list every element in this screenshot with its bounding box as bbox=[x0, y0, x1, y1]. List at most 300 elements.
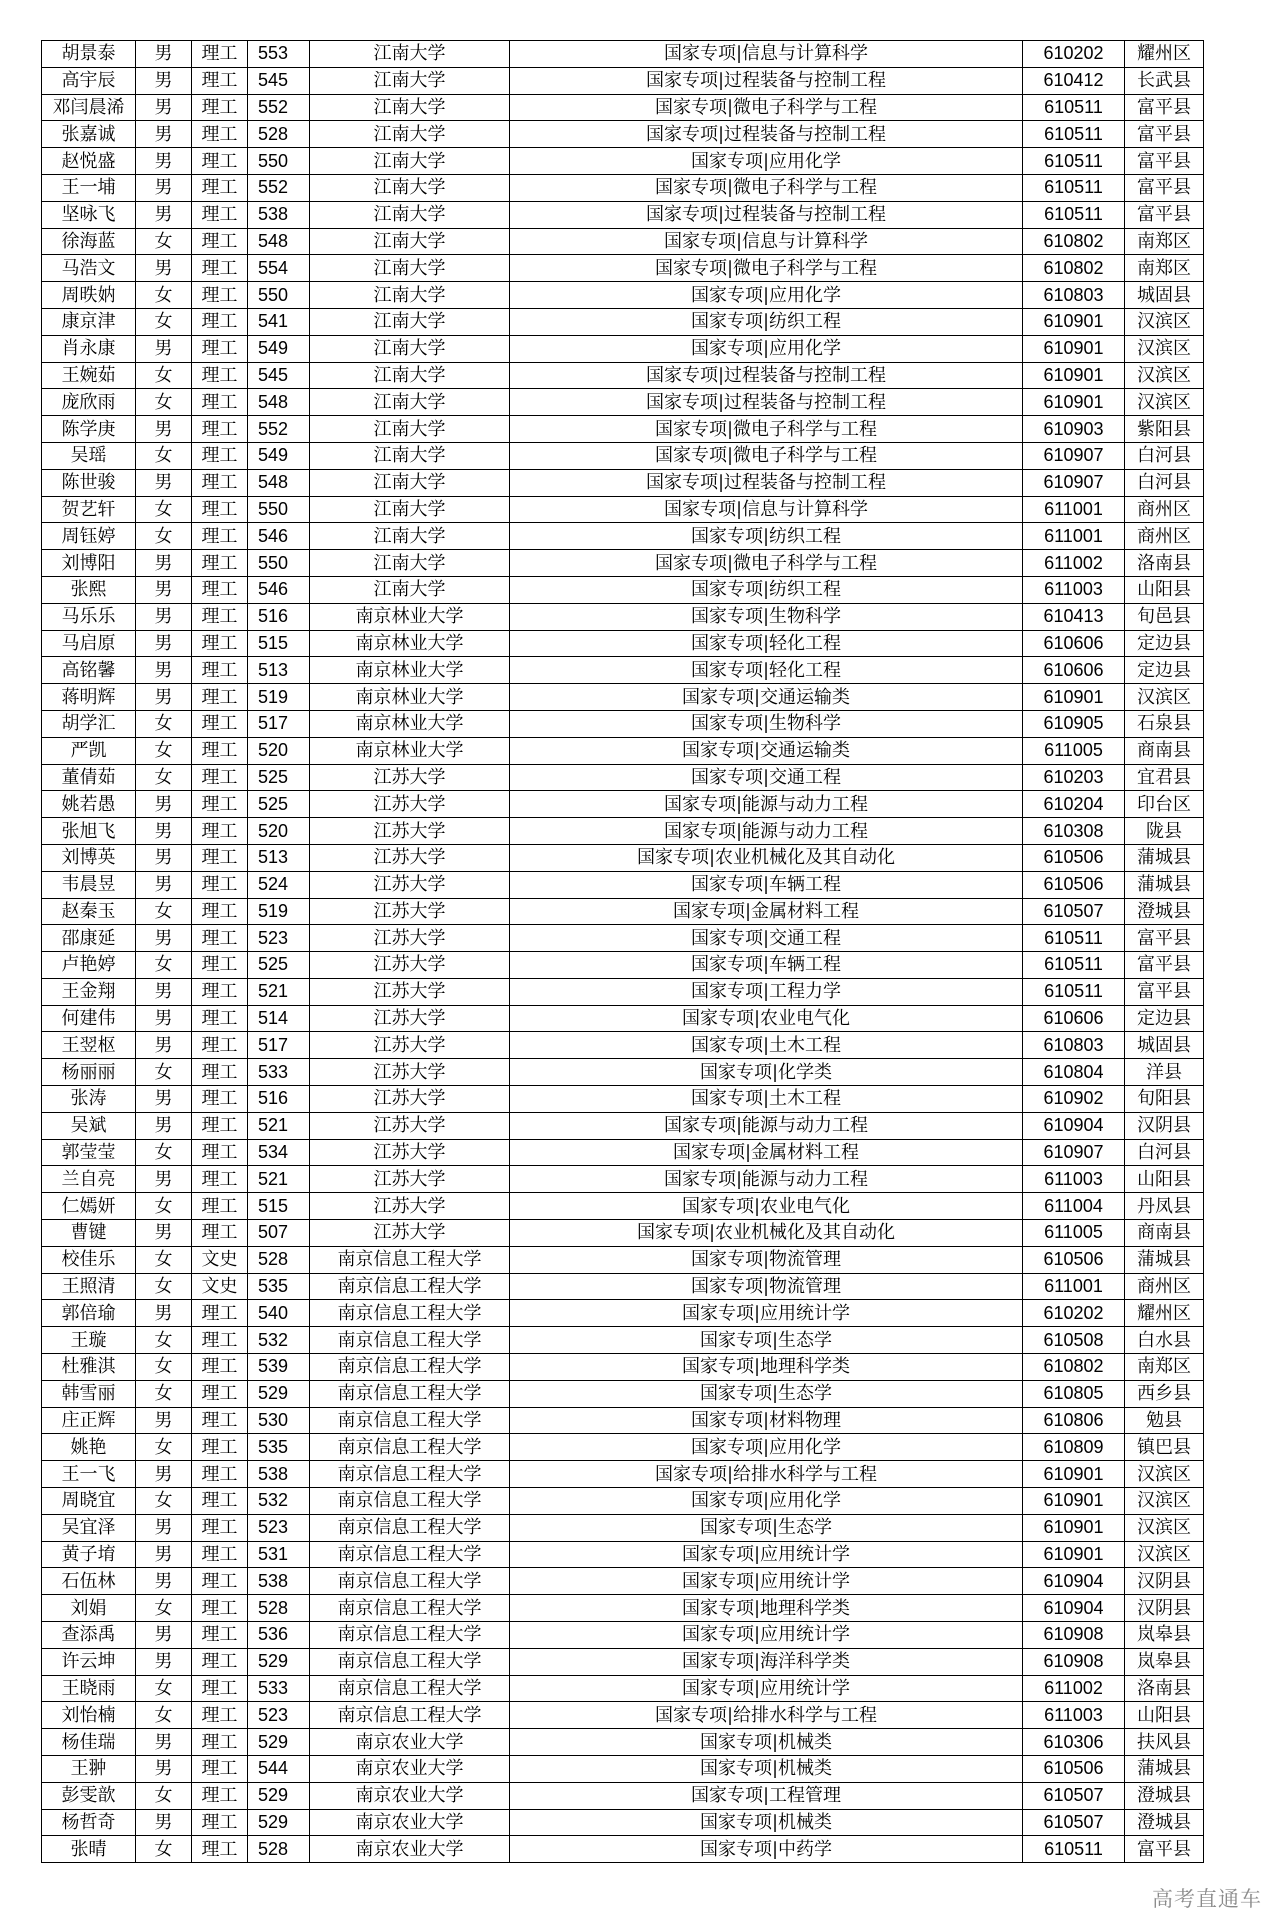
county-cell: 洛南县 bbox=[1125, 550, 1204, 577]
category-cell: 理工 bbox=[192, 684, 248, 711]
category-cell: 理工 bbox=[192, 94, 248, 121]
gender-cell: 男 bbox=[136, 657, 192, 684]
region-code-cell: 610901 bbox=[1023, 1541, 1125, 1568]
county-cell: 汉滨区 bbox=[1125, 389, 1204, 416]
program-cell: 国家专项|信息与计算科学 bbox=[510, 41, 1023, 68]
gender-cell: 女 bbox=[136, 1782, 192, 1809]
university-cell: 南京信息工程大学 bbox=[310, 1514, 510, 1541]
program-cell: 国家专项|过程装备与控制工程 bbox=[510, 389, 1023, 416]
gender-cell: 女 bbox=[136, 1354, 192, 1381]
university-cell: 南京信息工程大学 bbox=[310, 1300, 510, 1327]
score-cell: 546 bbox=[248, 576, 310, 603]
region-code-cell: 610507 bbox=[1023, 1809, 1125, 1836]
county-cell: 商州区 bbox=[1125, 523, 1204, 550]
university-cell: 江南大学 bbox=[310, 174, 510, 201]
university-cell: 南京林业大学 bbox=[310, 657, 510, 684]
table-row bbox=[42, 871, 1204, 898]
county-cell: 白水县 bbox=[1125, 1327, 1204, 1354]
student-name-cell: 邓闫晨浠 bbox=[42, 94, 136, 121]
score-cell: 528 bbox=[248, 1836, 310, 1863]
university-cell: 江南大学 bbox=[310, 442, 510, 469]
region-code-cell: 610802 bbox=[1023, 255, 1125, 282]
score-cell: 529 bbox=[248, 1729, 310, 1756]
county-cell: 富平县 bbox=[1125, 94, 1204, 121]
gender-cell: 男 bbox=[136, 791, 192, 818]
program-cell: 国家专项|生物科学 bbox=[510, 603, 1023, 630]
table-row bbox=[42, 1434, 1204, 1461]
table-row bbox=[42, 1166, 1204, 1193]
student-name-cell: 王一飞 bbox=[42, 1461, 136, 1488]
score-cell: 515 bbox=[248, 1193, 310, 1220]
student-name-cell: 赵悦盛 bbox=[42, 148, 136, 175]
student-name-cell: 校佳乐 bbox=[42, 1246, 136, 1273]
category-cell: 理工 bbox=[192, 362, 248, 389]
score-cell: 519 bbox=[248, 898, 310, 925]
region-code-cell: 610901 bbox=[1023, 1488, 1125, 1515]
category-cell: 理工 bbox=[192, 844, 248, 871]
county-cell: 汉滨区 bbox=[1125, 1514, 1204, 1541]
program-cell: 国家专项|应用统计学 bbox=[510, 1675, 1023, 1702]
region-code-cell: 610606 bbox=[1023, 657, 1125, 684]
program-cell: 国家专项|能源与动力工程 bbox=[510, 818, 1023, 845]
university-cell: 江南大学 bbox=[310, 282, 510, 309]
category-cell: 理工 bbox=[192, 469, 248, 496]
score-cell: 541 bbox=[248, 308, 310, 335]
table-row bbox=[42, 1300, 1204, 1327]
region-code-cell: 611005 bbox=[1023, 737, 1125, 764]
category-cell: 理工 bbox=[192, 1541, 248, 1568]
university-cell: 南京信息工程大学 bbox=[310, 1648, 510, 1675]
table-row bbox=[42, 1541, 1204, 1568]
score-cell: 533 bbox=[248, 1059, 310, 1086]
region-code-cell: 610805 bbox=[1023, 1380, 1125, 1407]
student-name-cell: 刘怡楠 bbox=[42, 1702, 136, 1729]
score-cell: 545 bbox=[248, 67, 310, 94]
gender-cell: 女 bbox=[136, 952, 192, 979]
student-name-cell: 王晓雨 bbox=[42, 1675, 136, 1702]
program-cell: 国家专项|物流管理 bbox=[510, 1246, 1023, 1273]
region-code-cell: 610907 bbox=[1023, 469, 1125, 496]
student-name-cell: 严凯 bbox=[42, 737, 136, 764]
region-code-cell: 610511 bbox=[1023, 978, 1125, 1005]
program-cell: 国家专项|应用统计学 bbox=[510, 1622, 1023, 1649]
university-cell: 南京信息工程大学 bbox=[310, 1407, 510, 1434]
county-cell: 旬阳县 bbox=[1125, 1086, 1204, 1113]
county-cell: 石泉县 bbox=[1125, 710, 1204, 737]
gender-cell: 男 bbox=[136, 1407, 192, 1434]
university-cell: 江南大学 bbox=[310, 148, 510, 175]
region-code-cell: 610904 bbox=[1023, 1568, 1125, 1595]
university-cell: 江苏大学 bbox=[310, 1005, 510, 1032]
university-cell: 南京农业大学 bbox=[310, 1836, 510, 1863]
county-cell: 白河县 bbox=[1125, 442, 1204, 469]
county-cell: 耀州区 bbox=[1125, 1300, 1204, 1327]
score-cell: 540 bbox=[248, 1300, 310, 1327]
county-cell: 白河县 bbox=[1125, 1139, 1204, 1166]
program-cell: 国家专项|应用统计学 bbox=[510, 1300, 1023, 1327]
program-cell: 国家专项|生态学 bbox=[510, 1327, 1023, 1354]
score-cell: 521 bbox=[248, 1166, 310, 1193]
category-cell: 理工 bbox=[192, 818, 248, 845]
county-cell: 富平县 bbox=[1125, 174, 1204, 201]
table-row bbox=[42, 523, 1204, 550]
region-code-cell: 610308 bbox=[1023, 818, 1125, 845]
category-cell: 理工 bbox=[192, 148, 248, 175]
gender-cell: 男 bbox=[136, 550, 192, 577]
program-cell: 国家专项|交通工程 bbox=[510, 764, 1023, 791]
county-cell: 丹凤县 bbox=[1125, 1193, 1204, 1220]
region-code-cell: 610413 bbox=[1023, 603, 1125, 630]
region-code-cell: 610203 bbox=[1023, 764, 1125, 791]
program-cell: 国家专项|地理科学类 bbox=[510, 1354, 1023, 1381]
category-cell: 理工 bbox=[192, 630, 248, 657]
region-code-cell: 610902 bbox=[1023, 1086, 1125, 1113]
program-cell: 国家专项|轻化工程 bbox=[510, 630, 1023, 657]
program-cell: 国家专项|金属材料工程 bbox=[510, 898, 1023, 925]
category-cell: 理工 bbox=[192, 710, 248, 737]
university-cell: 江苏大学 bbox=[310, 898, 510, 925]
region-code-cell: 611003 bbox=[1023, 576, 1125, 603]
student-name-cell: 查添禹 bbox=[42, 1622, 136, 1649]
score-cell: 554 bbox=[248, 255, 310, 282]
table-row bbox=[42, 1836, 1204, 1863]
table-row bbox=[42, 657, 1204, 684]
region-code-cell: 610511 bbox=[1023, 201, 1125, 228]
program-cell: 国家专项|车辆工程 bbox=[510, 871, 1023, 898]
university-cell: 南京农业大学 bbox=[310, 1809, 510, 1836]
university-cell: 江苏大学 bbox=[310, 818, 510, 845]
student-name-cell: 刘博阳 bbox=[42, 550, 136, 577]
region-code-cell: 610511 bbox=[1023, 952, 1125, 979]
table-row bbox=[42, 442, 1204, 469]
county-cell: 商南县 bbox=[1125, 737, 1204, 764]
gender-cell: 男 bbox=[136, 1166, 192, 1193]
region-code-cell: 610506 bbox=[1023, 844, 1125, 871]
county-cell: 富平县 bbox=[1125, 201, 1204, 228]
category-cell: 理工 bbox=[192, 1756, 248, 1783]
category-cell: 理工 bbox=[192, 523, 248, 550]
program-cell: 国家专项|纺织工程 bbox=[510, 523, 1023, 550]
category-cell: 理工 bbox=[192, 1086, 248, 1113]
score-cell: 517 bbox=[248, 710, 310, 737]
table-row bbox=[42, 148, 1204, 175]
program-cell: 国家专项|中药学 bbox=[510, 1836, 1023, 1863]
score-cell: 552 bbox=[248, 174, 310, 201]
university-cell: 江苏大学 bbox=[310, 1032, 510, 1059]
program-cell: 国家专项|农业机械化及其自动化 bbox=[510, 1220, 1023, 1247]
table-row bbox=[42, 1809, 1204, 1836]
student-name-cell: 徐海蓝 bbox=[42, 228, 136, 255]
score-cell: 528 bbox=[248, 1595, 310, 1622]
category-cell: 理工 bbox=[192, 1488, 248, 1515]
score-cell: 552 bbox=[248, 416, 310, 443]
table-row bbox=[42, 1005, 1204, 1032]
program-cell: 国家专项|给排水科学与工程 bbox=[510, 1702, 1023, 1729]
score-cell: 545 bbox=[248, 362, 310, 389]
gender-cell: 女 bbox=[136, 1702, 192, 1729]
county-cell: 汉滨区 bbox=[1125, 1541, 1204, 1568]
county-cell: 南郑区 bbox=[1125, 228, 1204, 255]
score-cell: 521 bbox=[248, 978, 310, 1005]
table-row bbox=[42, 1327, 1204, 1354]
score-cell: 525 bbox=[248, 791, 310, 818]
category-cell: 理工 bbox=[192, 308, 248, 335]
county-cell: 印台区 bbox=[1125, 791, 1204, 818]
table-row bbox=[42, 1112, 1204, 1139]
score-cell: 538 bbox=[248, 1568, 310, 1595]
score-cell: 528 bbox=[248, 121, 310, 148]
category-cell: 理工 bbox=[192, 1675, 248, 1702]
university-cell: 江苏大学 bbox=[310, 1139, 510, 1166]
student-name-cell: 许云坤 bbox=[42, 1648, 136, 1675]
score-cell: 550 bbox=[248, 282, 310, 309]
county-cell: 洋县 bbox=[1125, 1059, 1204, 1086]
region-code-cell: 610903 bbox=[1023, 416, 1125, 443]
category-cell: 理工 bbox=[192, 791, 248, 818]
university-cell: 南京信息工程大学 bbox=[310, 1675, 510, 1702]
university-cell: 南京农业大学 bbox=[310, 1756, 510, 1783]
program-cell: 国家专项|纺织工程 bbox=[510, 576, 1023, 603]
score-cell: 516 bbox=[248, 1086, 310, 1113]
university-cell: 江苏大学 bbox=[310, 1166, 510, 1193]
gender-cell: 男 bbox=[136, 1514, 192, 1541]
program-cell: 国家专项|微电子科学与工程 bbox=[510, 416, 1023, 443]
score-cell: 533 bbox=[248, 1675, 310, 1702]
table-row bbox=[42, 576, 1204, 603]
score-cell: 519 bbox=[248, 684, 310, 711]
gender-cell: 男 bbox=[136, 201, 192, 228]
table-row bbox=[42, 1273, 1204, 1300]
region-code-cell: 610506 bbox=[1023, 871, 1125, 898]
program-cell: 国家专项|应用化学 bbox=[510, 148, 1023, 175]
gender-cell: 男 bbox=[136, 67, 192, 94]
score-cell: 548 bbox=[248, 228, 310, 255]
student-name-cell: 杨哲奇 bbox=[42, 1809, 136, 1836]
gender-cell: 男 bbox=[136, 1756, 192, 1783]
table-row bbox=[42, 469, 1204, 496]
region-code-cell: 610511 bbox=[1023, 1836, 1125, 1863]
category-cell: 理工 bbox=[192, 1568, 248, 1595]
category-cell: 理工 bbox=[192, 1702, 248, 1729]
gender-cell: 男 bbox=[136, 1032, 192, 1059]
table-row bbox=[42, 952, 1204, 979]
student-name-cell: 吴斌 bbox=[42, 1112, 136, 1139]
county-cell: 山阳县 bbox=[1125, 576, 1204, 603]
university-cell: 江南大学 bbox=[310, 469, 510, 496]
university-cell: 江苏大学 bbox=[310, 1220, 510, 1247]
program-cell: 国家专项|农业电气化 bbox=[510, 1005, 1023, 1032]
gender-cell: 男 bbox=[136, 416, 192, 443]
student-name-cell: 郭莹莹 bbox=[42, 1139, 136, 1166]
region-code-cell: 610908 bbox=[1023, 1622, 1125, 1649]
student-name-cell: 杜雅淇 bbox=[42, 1354, 136, 1381]
score-cell: 529 bbox=[248, 1809, 310, 1836]
program-cell: 国家专项|生态学 bbox=[510, 1514, 1023, 1541]
region-code-cell: 610804 bbox=[1023, 1059, 1125, 1086]
program-cell: 国家专项|机械类 bbox=[510, 1756, 1023, 1783]
county-cell: 富平县 bbox=[1125, 978, 1204, 1005]
university-cell: 南京信息工程大学 bbox=[310, 1622, 510, 1649]
category-cell: 理工 bbox=[192, 1407, 248, 1434]
category-cell: 理工 bbox=[192, 1434, 248, 1461]
university-cell: 南京林业大学 bbox=[310, 737, 510, 764]
student-name-cell: 王翀 bbox=[42, 1756, 136, 1783]
program-cell: 国家专项|过程装备与控制工程 bbox=[510, 362, 1023, 389]
county-cell: 汉滨区 bbox=[1125, 335, 1204, 362]
table-row bbox=[42, 630, 1204, 657]
student-name-cell: 刘博英 bbox=[42, 844, 136, 871]
table-row bbox=[42, 791, 1204, 818]
category-cell: 理工 bbox=[192, 1059, 248, 1086]
university-cell: 江南大学 bbox=[310, 389, 510, 416]
category-cell: 理工 bbox=[192, 952, 248, 979]
university-cell: 江南大学 bbox=[310, 308, 510, 335]
university-cell: 江南大学 bbox=[310, 496, 510, 523]
county-cell: 山阳县 bbox=[1125, 1166, 1204, 1193]
county-cell: 富平县 bbox=[1125, 1836, 1204, 1863]
county-cell: 富平县 bbox=[1125, 952, 1204, 979]
student-name-cell: 何建伟 bbox=[42, 1005, 136, 1032]
program-cell: 国家专项|过程装备与控制工程 bbox=[510, 201, 1023, 228]
student-name-cell: 杨丽丽 bbox=[42, 1059, 136, 1086]
region-code-cell: 610506 bbox=[1023, 1246, 1125, 1273]
table-row bbox=[42, 201, 1204, 228]
region-code-cell: 610204 bbox=[1023, 791, 1125, 818]
score-cell: 550 bbox=[248, 148, 310, 175]
score-cell: 520 bbox=[248, 737, 310, 764]
region-code-cell: 610506 bbox=[1023, 1756, 1125, 1783]
program-cell: 国家专项|生态学 bbox=[510, 1380, 1023, 1407]
student-name-cell: 陈世骏 bbox=[42, 469, 136, 496]
gender-cell: 男 bbox=[136, 603, 192, 630]
table-row bbox=[42, 1220, 1204, 1247]
category-cell: 理工 bbox=[192, 737, 248, 764]
gender-cell: 男 bbox=[136, 978, 192, 1005]
category-cell: 理工 bbox=[192, 442, 248, 469]
table-row bbox=[42, 1702, 1204, 1729]
gender-cell: 女 bbox=[136, 496, 192, 523]
gender-cell: 女 bbox=[136, 1273, 192, 1300]
score-cell: 549 bbox=[248, 442, 310, 469]
region-code-cell: 610901 bbox=[1023, 684, 1125, 711]
gender-cell: 女 bbox=[136, 1836, 192, 1863]
score-cell: 517 bbox=[248, 1032, 310, 1059]
gender-cell: 女 bbox=[136, 362, 192, 389]
category-cell: 理工 bbox=[192, 282, 248, 309]
gender-cell: 女 bbox=[136, 1327, 192, 1354]
program-cell: 国家专项|机械类 bbox=[510, 1809, 1023, 1836]
student-name-cell: 蒋明辉 bbox=[42, 684, 136, 711]
program-cell: 国家专项|能源与动力工程 bbox=[510, 791, 1023, 818]
region-code-cell: 611001 bbox=[1023, 1273, 1125, 1300]
table-row bbox=[42, 1380, 1204, 1407]
county-cell: 西乡县 bbox=[1125, 1380, 1204, 1407]
program-cell: 国家专项|应用统计学 bbox=[510, 1541, 1023, 1568]
student-name-cell: 马启原 bbox=[42, 630, 136, 657]
score-cell: 538 bbox=[248, 1461, 310, 1488]
category-cell: 理工 bbox=[192, 1514, 248, 1541]
county-cell: 汉滨区 bbox=[1125, 362, 1204, 389]
student-name-cell: 张嘉诚 bbox=[42, 121, 136, 148]
program-cell: 国家专项|微电子科学与工程 bbox=[510, 174, 1023, 201]
table-row bbox=[42, 737, 1204, 764]
gender-cell: 女 bbox=[136, 1488, 192, 1515]
category-cell: 理工 bbox=[192, 871, 248, 898]
student-name-cell: 周昳妠 bbox=[42, 282, 136, 309]
category-cell: 理工 bbox=[192, 657, 248, 684]
student-name-cell: 王一埔 bbox=[42, 174, 136, 201]
category-cell: 理工 bbox=[192, 255, 248, 282]
university-cell: 江南大学 bbox=[310, 121, 510, 148]
program-cell: 国家专项|应用统计学 bbox=[510, 1568, 1023, 1595]
category-cell: 理工 bbox=[192, 416, 248, 443]
table-row bbox=[42, 1354, 1204, 1381]
category-cell: 理工 bbox=[192, 1622, 248, 1649]
gender-cell: 男 bbox=[136, 335, 192, 362]
gender-cell: 女 bbox=[136, 442, 192, 469]
gender-cell: 女 bbox=[136, 1059, 192, 1086]
student-name-cell: 兰自亮 bbox=[42, 1166, 136, 1193]
student-name-cell: 姚艳 bbox=[42, 1434, 136, 1461]
score-cell: 535 bbox=[248, 1434, 310, 1461]
program-cell: 国家专项|化学类 bbox=[510, 1059, 1023, 1086]
program-cell: 国家专项|能源与动力工程 bbox=[510, 1166, 1023, 1193]
county-cell: 蒲城县 bbox=[1125, 1246, 1204, 1273]
region-code-cell: 610905 bbox=[1023, 710, 1125, 737]
table-row bbox=[42, 1488, 1204, 1515]
region-code-cell: 610606 bbox=[1023, 1005, 1125, 1032]
table-row bbox=[42, 41, 1204, 68]
region-code-cell: 610904 bbox=[1023, 1595, 1125, 1622]
county-cell: 白河县 bbox=[1125, 469, 1204, 496]
region-code-cell: 610901 bbox=[1023, 1461, 1125, 1488]
category-cell: 理工 bbox=[192, 1166, 248, 1193]
table-row bbox=[42, 978, 1204, 1005]
university-cell: 南京信息工程大学 bbox=[310, 1702, 510, 1729]
table-row bbox=[42, 710, 1204, 737]
county-cell: 宜君县 bbox=[1125, 764, 1204, 791]
category-cell: 理工 bbox=[192, 1193, 248, 1220]
category-cell: 理工 bbox=[192, 389, 248, 416]
gender-cell: 女 bbox=[136, 764, 192, 791]
gender-cell: 男 bbox=[136, 1005, 192, 1032]
table-row bbox=[42, 282, 1204, 309]
county-cell: 城固县 bbox=[1125, 1032, 1204, 1059]
program-cell: 国家专项|生物科学 bbox=[510, 710, 1023, 737]
program-cell: 国家专项|过程装备与控制工程 bbox=[510, 469, 1023, 496]
university-cell: 江苏大学 bbox=[310, 1112, 510, 1139]
student-name-cell: 董倩茹 bbox=[42, 764, 136, 791]
program-cell: 国家专项|农业机械化及其自动化 bbox=[510, 844, 1023, 871]
table-row bbox=[42, 1193, 1204, 1220]
table-row bbox=[42, 1622, 1204, 1649]
table-row bbox=[42, 335, 1204, 362]
university-cell: 南京信息工程大学 bbox=[310, 1434, 510, 1461]
university-cell: 江苏大学 bbox=[310, 764, 510, 791]
program-cell: 国家专项|工程力学 bbox=[510, 978, 1023, 1005]
county-cell: 澄城县 bbox=[1125, 1809, 1204, 1836]
roster-body bbox=[42, 41, 1204, 1863]
program-cell: 国家专项|工程管理 bbox=[510, 1782, 1023, 1809]
county-cell: 商南县 bbox=[1125, 1220, 1204, 1247]
county-cell: 耀州区 bbox=[1125, 41, 1204, 68]
gender-cell: 女 bbox=[136, 1595, 192, 1622]
category-cell: 理工 bbox=[192, 1782, 248, 1809]
student-name-cell: 卢艳婷 bbox=[42, 952, 136, 979]
student-name-cell: 曹键 bbox=[42, 1220, 136, 1247]
gender-cell: 男 bbox=[136, 41, 192, 68]
table-row bbox=[42, 255, 1204, 282]
